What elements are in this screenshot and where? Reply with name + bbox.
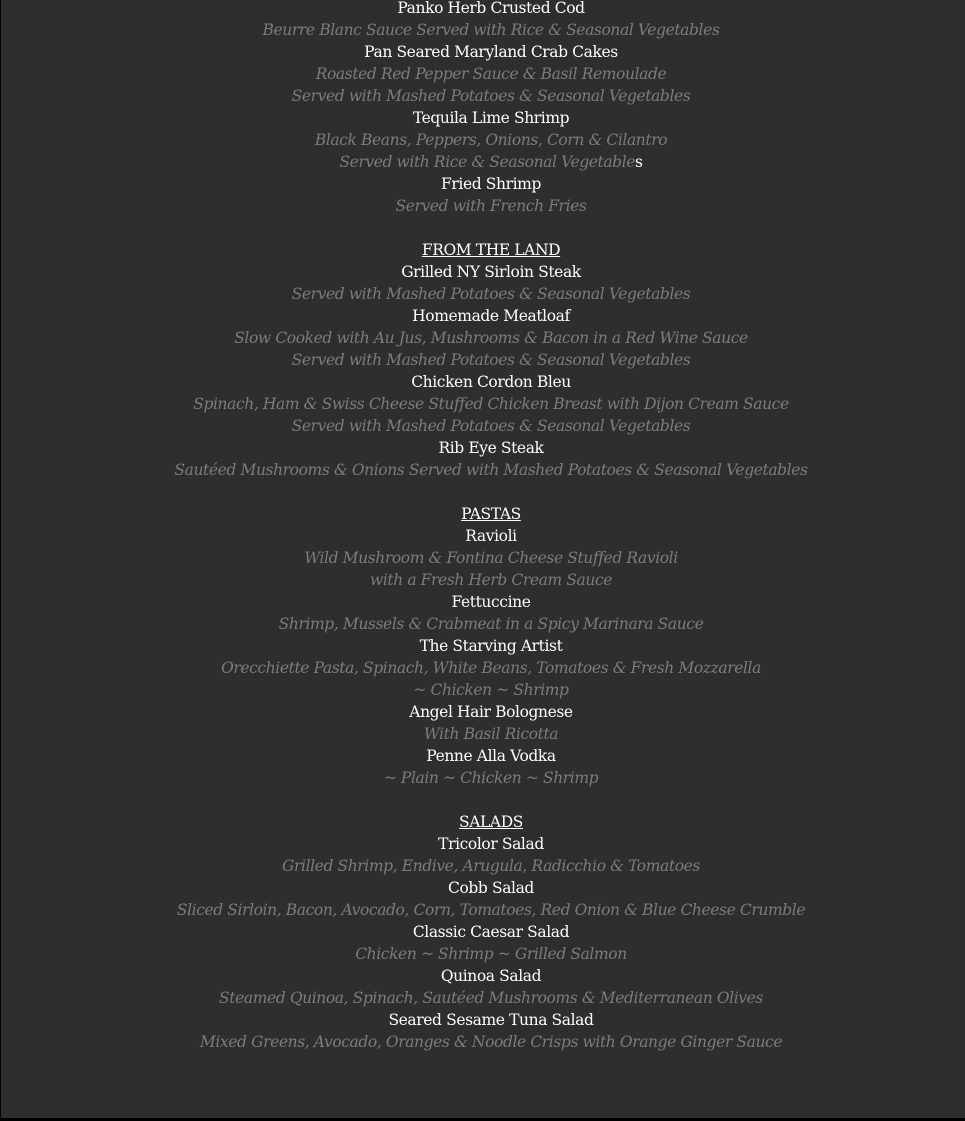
dish-description: Chicken ~ Shrimp ~ Grilled Salmon <box>355 945 627 963</box>
dish-description: Shrimp, Mussels & Crabmeat in a Spicy Marinara Sauce <box>278 615 704 633</box>
dish-description: Spinach, Ham & Swiss Cheese Stuffed Chicken Breast with Dijon Cream Sauce <box>193 395 789 413</box>
dish-description: Orecchiette Pasta, Spinach, White Beans, Tomatoes & Fresh Mozzarella <box>221 659 761 677</box>
dish-description-main: Served with Rice & Seasonal Vegetable <box>339 153 636 171</box>
dish-description <box>1 151 965 173</box>
dish-name: Quinoa Salad <box>440 967 542 985</box>
dish-name: Pan Seared Maryland Crab Cakes <box>364 43 618 61</box>
dish-description: Slow Cooked with Au Jus, Mushrooms & Bacon in a Red Wine Sauce <box>234 329 748 347</box>
dish-name: Penne Alla Vodka <box>426 747 556 765</box>
dish-description: ~ Plain ~ Chicken ~ Shrimp <box>383 769 599 787</box>
section-heading-pastas: PASTAS <box>461 505 521 523</box>
section-spacer <box>1 217 965 239</box>
dish-name: Panko Herb Crusted Cod <box>397 0 585 17</box>
dish-description: Served with Mashed Potatoes & Seasonal Vegetables <box>291 351 691 369</box>
dish-name: Ravioli <box>465 527 517 545</box>
dish-description-tail: s <box>635 153 643 171</box>
section-heading-salads: SALADS <box>459 813 523 831</box>
dish-name: Angel Hair Bolognese <box>409 703 573 721</box>
dish-description: Steamed Quinoa, Spinach, Sautéed Mushrooms & Mediterranean Olives <box>219 989 763 1007</box>
dish-description: Sliced Sirloin, Bacon, Avocado, Corn, Tomatoes, Red Onion & Blue Cheese Crumble <box>176 901 806 919</box>
section-spacer <box>1 789 965 811</box>
dish-description: Served with Mashed Potatoes & Seasonal Vegetables <box>291 285 691 303</box>
dish-name: Rib Eye Steak <box>438 439 544 457</box>
dish-description: Served with Mashed Potatoes & Seasonal Vegetables <box>291 87 691 105</box>
dish-description: Served with French Fries <box>395 197 587 215</box>
section-heading-land: FROM THE LAND <box>421 241 561 259</box>
section-spacer <box>1 481 965 503</box>
dish-description: Beurre Blanc Sauce Served with Rice & Seasonal Vegetables <box>262 21 720 39</box>
dish-name: Fried Shrimp <box>441 175 541 193</box>
dish-description: Served with Mashed Potatoes & Seasonal Vegetables <box>291 417 691 435</box>
menu-body <box>1 0 965 1053</box>
dish-description: Roasted Red Pepper Sauce & Basil Remoulade <box>315 65 667 83</box>
dish-name: Classic Caesar Salad <box>412 923 570 941</box>
dish-description: Sautéed Mushrooms & Onions Served with Mashed Potatoes & Seasonal Vegetables <box>174 461 808 479</box>
dish-name: Tequila Lime Shrimp <box>412 109 570 127</box>
dish-name: Chicken Cordon Bleu <box>411 373 571 391</box>
dish-description: with a Fresh Herb Cream Sauce <box>369 571 613 589</box>
dish-description: Mixed Greens, Avocado, Oranges & Noodle Crisps with Orange Ginger Sauce <box>199 1033 783 1051</box>
dish-name: Cobb Salad <box>448 879 534 897</box>
dish-name: Homemade Meatloaf <box>412 307 570 325</box>
dish-description: Wild Mushroom & Fontina Cheese Stuffed Ravioli <box>304 549 678 567</box>
dish-name: Grilled NY Sirloin Steak <box>401 263 581 281</box>
dish-description: With Basil Ricotta <box>423 725 559 743</box>
dish-name: Fettuccine <box>451 593 531 611</box>
dish-name: Seared Sesame Tuna Salad <box>388 1011 594 1029</box>
dish-description: Grilled Shrimp, Endive, Arugula, Radicchio & Tomatoes <box>282 857 700 875</box>
dish-name: Tricolor Salad <box>438 835 544 853</box>
dish-description: Black Beans, Peppers, Onions, Corn & Cilantro <box>314 131 668 149</box>
menu-panel <box>1 0 965 1118</box>
dish-description: ~ Chicken ~ Shrimp <box>413 681 569 699</box>
dish-name: The Starving Artist <box>419 637 563 655</box>
